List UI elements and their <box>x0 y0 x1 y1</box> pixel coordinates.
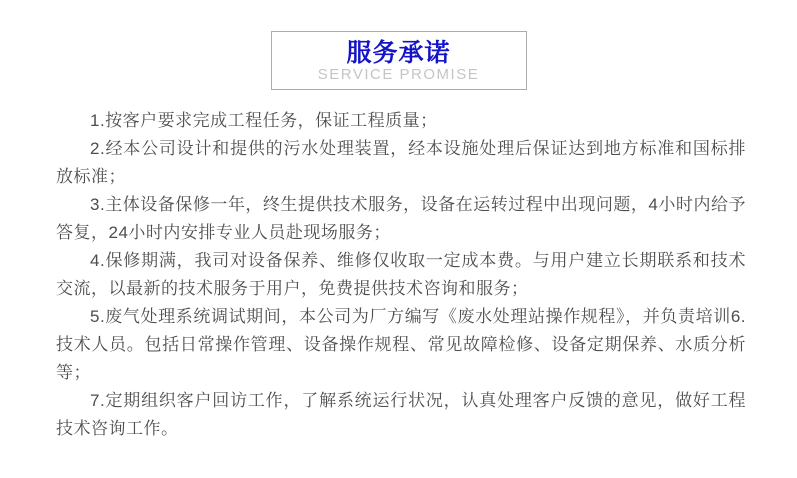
service-promise-header <box>271 31 527 90</box>
promise-item: 5.废气处理系统调试期间，本公司为厂方编写《废水处理站操作规程》，并负责培训6.技术人员。包括日常操作管理、设备操作规程、常见故障检修、设备定期保养、水质分析等； <box>56 307 746 382</box>
promise-item: 4.保修期满，我司对设备保养、维修仅收取一定成本费。与用户建立长期联系和技术交流，以最新的技术服务于用户，免费提供技术咨询和服务； <box>56 251 746 298</box>
promise-item: 1.按客户要求完成工程任务，保证工程质量； <box>90 111 438 130</box>
promise-list <box>56 107 746 443</box>
promise-item: 3.主体设备保修一年，终生提供技术服务，设备在运转过程中出现问题，4小时内给予答复，24小时内安排专业人员赴现场服务； <box>56 195 746 242</box>
promise-item: 7.定期组织客户回访工作，了解系统运行状况，认真处理客户反馈的意见，做好工程技术咨询工作。 <box>56 391 746 438</box>
section-title-cn: 服务承诺 <box>346 39 451 67</box>
promise-item: 2.经本公司设计和提供的污水处理装置，经本设施处理后保证达到地方标准和国标排放标准； <box>56 139 746 186</box>
section-title-en: SERVICE PROMISE <box>317 66 480 83</box>
